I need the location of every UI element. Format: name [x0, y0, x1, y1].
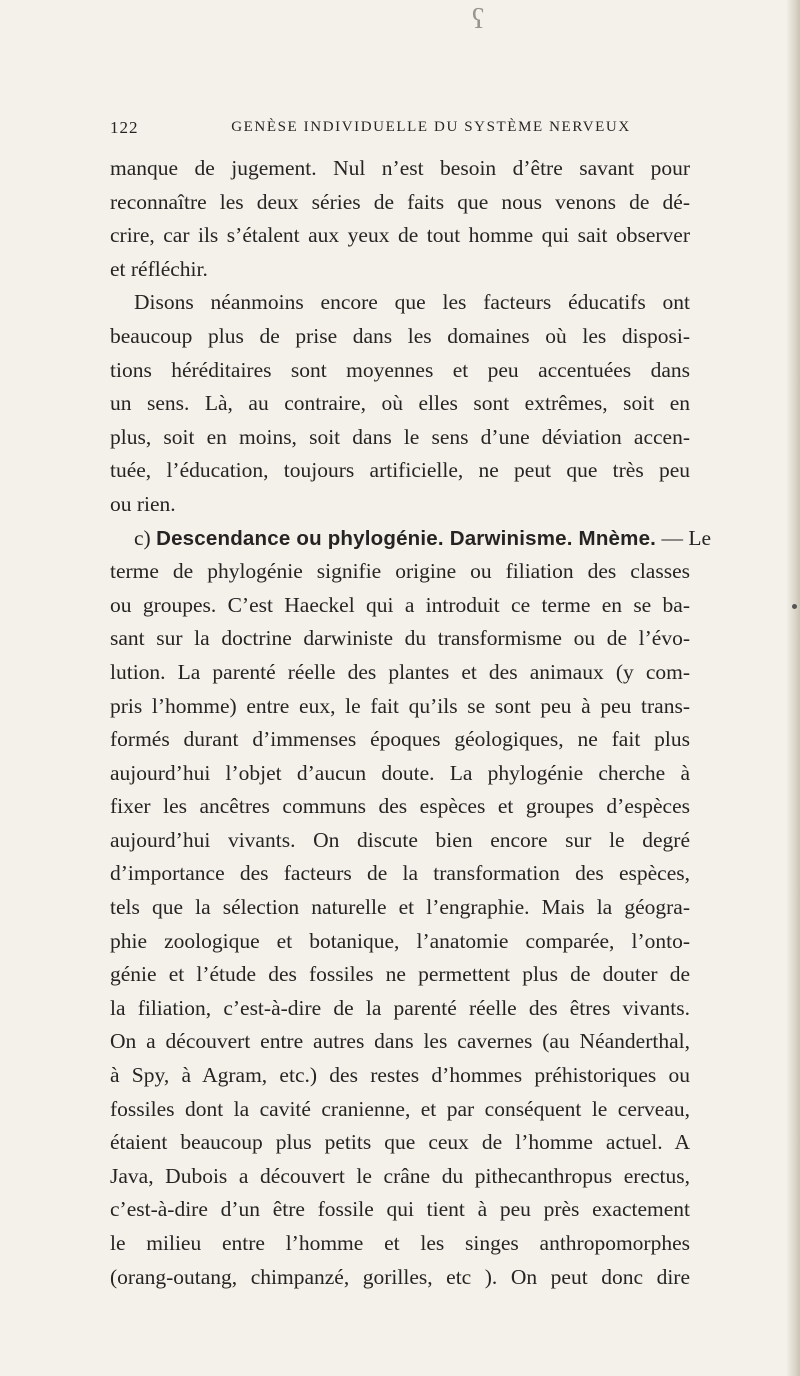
text-line: terme de phylogénie signifie origine ou filiation des classes	[110, 559, 690, 584]
text-line: beaucoup plus de prise dans les domaines où les disposi-	[110, 323, 690, 348]
text-line: On a découvert entre autres dans les cavernes (au Néanderthal,	[110, 1029, 690, 1054]
text-line: pris l’homme) entre eux, le fait qu’ils se sont peu à peu trans-	[110, 693, 690, 718]
text-line: Java, Dubois a découvert le crâne du pithecanthropus erectus,	[110, 1163, 690, 1188]
text-line: génie et l’étude des fossiles ne permettent plus de douter de	[110, 962, 690, 987]
text-line: sant sur la doctrine darwiniste du transformisme ou de l’évo-	[110, 626, 690, 651]
margin-dot	[792, 604, 797, 609]
text-line: tuée, l’éducation, toujours artificielle, ne peut que très peu	[110, 458, 690, 483]
section-heading: Descendance ou phylogénie. Darwinisme. Mnème.	[156, 526, 657, 550]
page-header	[110, 118, 690, 142]
text-line: tions héréditaires sont moyennes et peu accentuées dans	[110, 357, 690, 382]
text-line: aujourd’hui vivants. On discute bien encore sur le degré	[110, 827, 690, 852]
text-line: à Spy, à Agram, etc.) des restes d’hommes préhistoriques ou	[110, 1063, 690, 1088]
text-line: aujourd’hui l’objet d’aucun doute. La phylogénie cherche à	[110, 760, 690, 785]
body-text	[110, 152, 712, 1294]
page-number: 122	[110, 118, 139, 137]
text-line: plus, soit en moins, soit dans le sens d’une déviation accen-	[110, 424, 690, 449]
text-line: la filiation, c’est-à-dire de la parenté réelle des êtres vivants.	[110, 995, 690, 1020]
text-line: et réfléchir.	[110, 256, 208, 281]
text-line: c’est-à-dire d’un être fossile qui tient à peu près exactement	[110, 1197, 690, 1222]
paragraph-start: Disons néanmoins encore que les facteurs éducatifs ont	[134, 290, 690, 315]
text-line: ou rien.	[110, 491, 176, 516]
text-line: tels que la sélection naturelle et l’engraphie. Mais la géogra-	[110, 895, 690, 920]
text-line: fossiles dont la cavité cranienne, et par conséquent le cerveau,	[110, 1096, 690, 1121]
text-line: un sens. Là, au contraire, où elles sont extrêmes, soit en	[110, 391, 690, 416]
text-line: étaient beaucoup plus petits que ceux de l’homme actuel. A	[110, 1130, 690, 1155]
running-head: GENÈSE INDIVIDUELLE DU SYSTÈME NERVEUX	[231, 119, 631, 135]
text-line: manque de jugement. Nul n’est besoin d’être savant pour	[110, 156, 690, 180]
text-line: (orang-outang, chimpanzé, gorilles, etc ). On peut donc dire	[110, 1264, 690, 1289]
section-marker: c)	[134, 525, 157, 550]
section-heading-tail: — Le	[656, 525, 712, 550]
stray-ink-mark: ʕ	[472, 4, 485, 35]
text-line: phie zoologique et botanique, l’anatomie comparée, l’onto-	[110, 928, 690, 953]
text-line: crire, car ils s’étalent aux yeux de tout homme qui sait observer	[110, 223, 690, 248]
text-line: ou groupes. C’est Haeckel qui a introduit ce terme en se ba-	[110, 592, 690, 617]
page-edge-shadow	[786, 0, 800, 1376]
text-line: lution. La parenté réelle des plantes et des animaux (y com-	[110, 659, 690, 684]
text-line: d’importance des facteurs de la transformation des espèces,	[110, 861, 690, 886]
text-line: le milieu entre l’homme et les singes anthropomorphes	[110, 1231, 690, 1255]
section-heading-line	[110, 522, 712, 556]
text-line: reconnaître les deux séries de faits que nous venons de dé-	[110, 189, 690, 214]
text-line: formés durant d’immenses époques géologiques, ne fait plus	[110, 727, 690, 752]
text-line: fixer les ancêtres communs des espèces et groupes d’espèces	[110, 794, 690, 819]
